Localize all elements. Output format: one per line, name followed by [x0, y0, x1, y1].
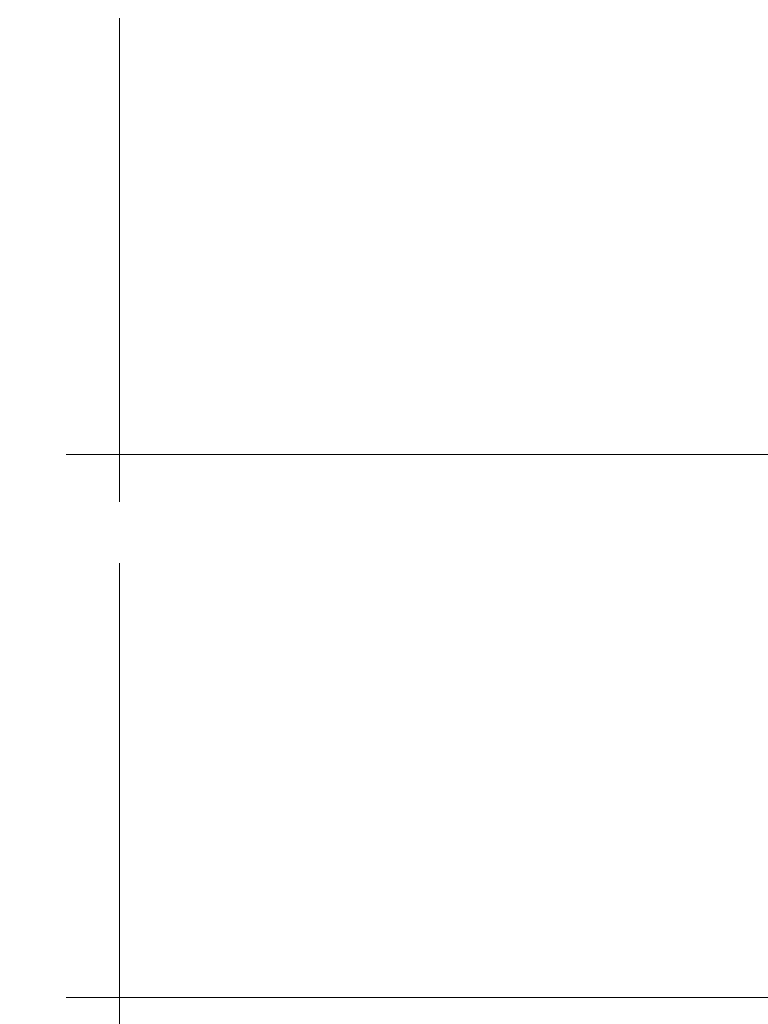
- vertical-rule-top: [119, 18, 120, 502]
- vertical-rule-bottom: [119, 563, 120, 1024]
- horizontal-rule-bottom: [66, 997, 768, 998]
- horizontal-rule-top: [66, 454, 768, 455]
